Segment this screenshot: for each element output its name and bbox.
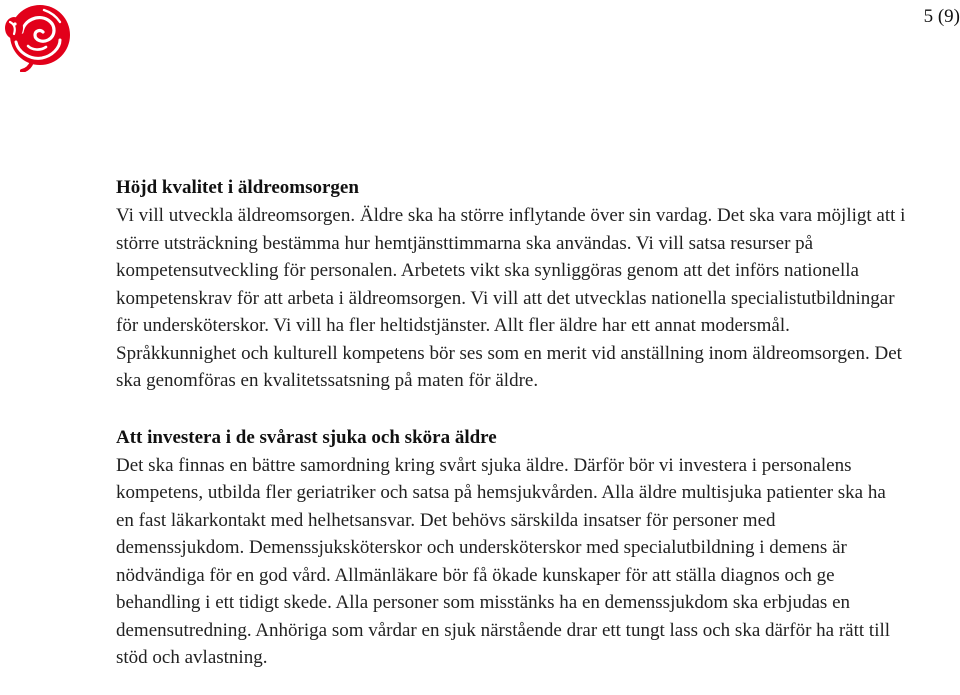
section-heading: Att investera i de svårast sjuka och sköra äldre [116, 426, 497, 448]
section-paragraph: Det ska finnas en bättre samordning kring svårt sjuka äldre. Därför bör vi investera i personalens kompetens, utbilda fler geriatriker och satsa på hemsjukvården. Alla äldre multisjuka patienter ska ha en fast läkarkontakt med helhetsansvar. Det behövs särskilda insatser för personer med demenssjukdom. Demenssjuksköterskor och undersköterskor med specialutbildning i demens är nödvändiga för en god vård. Allmänläkare bör få ökade kunskaper för att ställa diagnos och ge behandling i ett tidigt skede. Alla personer som misstänks ha en demenssjukdom ska erbjudas en demensutredning. Anhöriga som vårdar en sjuk närstående drar ett tungt lass och ska därför ha rätt till stöd och avlastning. [116, 454, 891, 668]
red-rose-logo-icon [2, 2, 72, 72]
page-number: 5 (9) [923, 6, 960, 27]
document-body [116, 174, 906, 672]
section-paragraph: Vi vill utveckla äldreomsorgen. Äldre ska ha större inflytande över sin vardag. Det ska vara möjligt att i större utsträckning bestämma hur hemtjänsttimmarna ska användas. Vi vill satsa resurser på kompetensutveckling för personalen. Arbetets vikt ska synliggöras genom att det införs nationella kompetenskrav för att arbeta i äldreomsorgen. Vi vill att det utvecklas nationella specialistutbildningar för undersköterskor. Vi vill ha fler heltidstjänster. Allt fler äldre har ett annat modersmål. Språkkunnighet och kulturell kompetens bör ses som en merit vid anställning inom äldreomsorgen. Det ska genomföras en kvalitetssatsning på maten för äldre. [116, 205, 906, 391]
section-heading: Höjd kvalitet i äldreomsorgen [116, 177, 359, 198]
